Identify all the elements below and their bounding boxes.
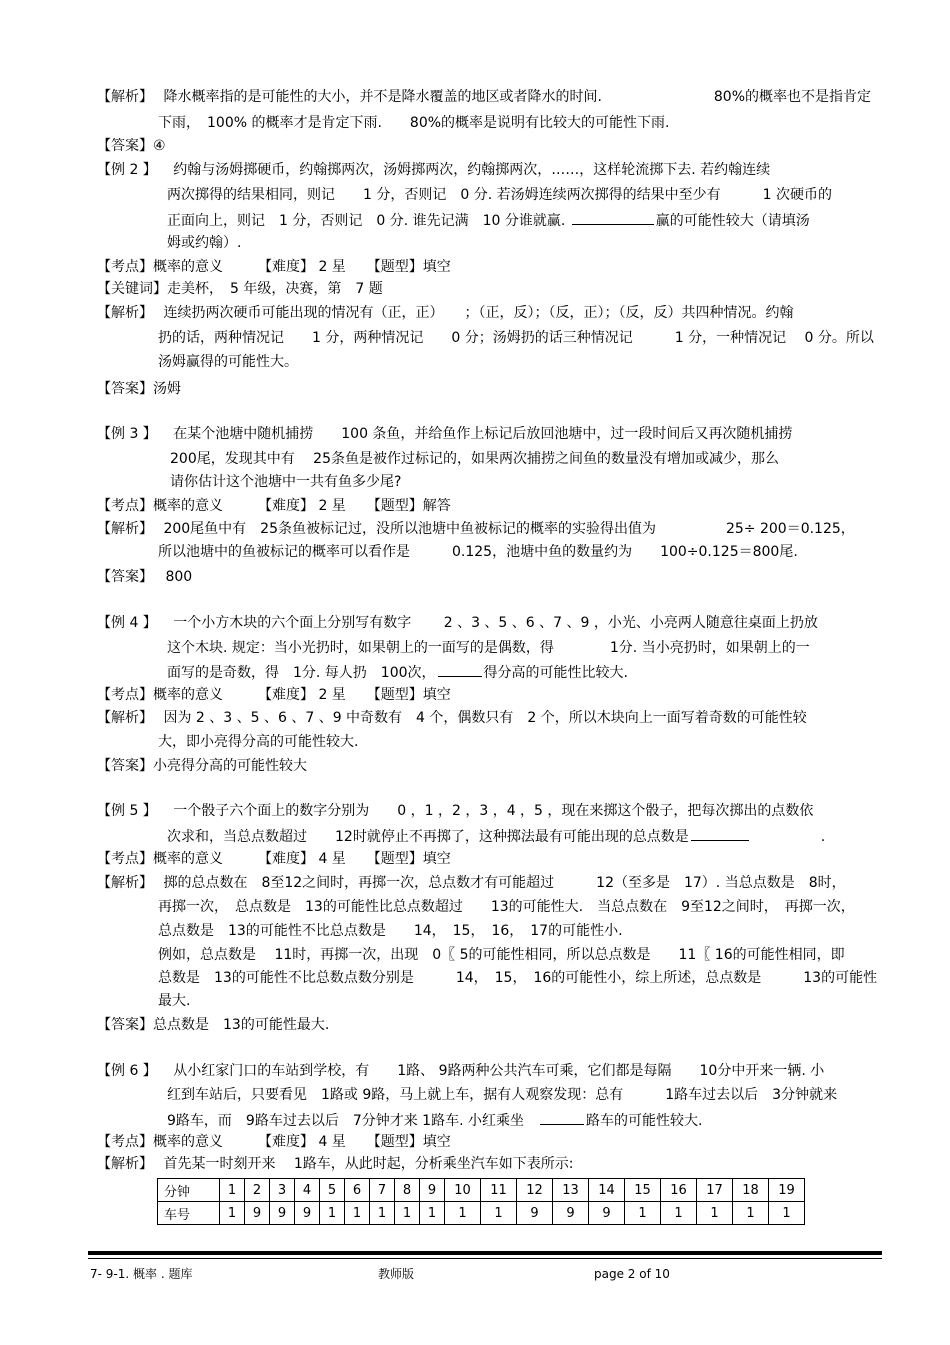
answer-tag: 【答案】: [97, 138, 153, 154]
analysis-tag: 【解析】: [97, 875, 153, 891]
example-text-with-blank: [167, 210, 810, 230]
table-cell-bus: 9: [245, 1202, 270, 1225]
table-cell-minute: 1: [220, 1179, 245, 1202]
table-cell-minute: 3: [270, 1179, 295, 1202]
keyword-line: 【关键词】走美杯， 5 年级，决赛，第 7 题: [97, 281, 383, 297]
table-header-cell: 分钟: [158, 1179, 220, 1202]
table-cell-minute: 8: [395, 1179, 420, 1202]
answer-text: ④: [153, 138, 166, 154]
analysis-line: [97, 304, 793, 322]
bus-schedule-table: [157, 1178, 805, 1225]
table-cell-bus: 1: [481, 1202, 517, 1225]
table-cell-minute: 2: [245, 1179, 270, 1202]
analysis-text: 下雨， 100% 的概率才是肯定下雨. 80%的概率是说明有比较大的可能性下雨.: [158, 115, 670, 131]
example-3-line: [97, 425, 792, 443]
example-text-with-blank: [167, 826, 825, 846]
example-text: 一个小方木块的六个面上分别写有数字 2 、3 、5 、6 、7 、9 ，小光、小亮两人随意往桌面上扔放: [173, 615, 818, 631]
footer-left: 7- 9-1. 概率 . 题库: [90, 1267, 193, 1281]
example-text: .: [750, 829, 826, 845]
table-cell-bus: 9: [295, 1202, 320, 1225]
example-text: 面写的是奇数，得 1分. 每人扔 100次，: [167, 665, 436, 681]
answer-tag: 【答案】: [97, 1017, 153, 1033]
table-cell-minute: 19: [769, 1179, 805, 1202]
example-text: 路车的可能性较大.: [585, 1113, 703, 1129]
analysis-text: 首先某一时刻开来 1路车，从此时起，分析乘坐汽车如下表所示:: [163, 1156, 574, 1172]
answer-tag: 【答案】: [97, 381, 153, 397]
footer-rule: [88, 1251, 882, 1255]
table-cell-minute: 7: [370, 1179, 395, 1202]
topic-line: 【考点】概率的意义 【难度】 2 星 【题型】解答: [97, 498, 451, 514]
table-cell-minute: 4: [295, 1179, 320, 1202]
answer-blank: [438, 662, 482, 677]
example-text: 次求和，当总点数超过 12时就停止不再掷了，这种掷法最有可能出现的总点数是: [167, 829, 689, 845]
analysis-line: [97, 709, 807, 727]
table-cell-bus: 1: [395, 1202, 420, 1225]
answer-text: 小亮得分高的可能性较大: [153, 758, 307, 774]
example-tag: 【例 5 】: [97, 803, 157, 819]
example-text: 赢的可能性较大（请填汤: [655, 213, 810, 229]
analysis-tag: 【解析】: [97, 710, 153, 726]
table-cell-minute: 14: [589, 1179, 625, 1202]
table-cell-bus: 1: [661, 1202, 697, 1225]
example-5-line: [97, 802, 813, 820]
answer-blank: [572, 210, 654, 225]
table-cell-minute: 16: [661, 1179, 697, 1202]
answer-line: [97, 137, 166, 155]
table-row: [158, 1202, 805, 1225]
analysis-text: 总点数是 13的可能性不比总点数是 14， 15， 16， 17的可能性小.: [158, 923, 623, 939]
topic-line: 【考点】概率的意义 【难度】 4 星 【题型】填空: [97, 1134, 451, 1150]
analysis-line: [97, 1155, 574, 1173]
example-text-with-blank: [167, 1110, 702, 1130]
table-cell-bus: 1: [320, 1202, 345, 1225]
table-cell-bus: 1: [420, 1202, 445, 1225]
answer-line: [97, 1016, 329, 1034]
answer-tag: 【答案】: [97, 569, 153, 585]
answer-text: 汤姆: [153, 381, 181, 397]
table-cell-minute: 12: [517, 1179, 553, 1202]
analysis-line: [97, 520, 855, 538]
example-text: 9路车，而 9路车过去以后 7分钟才来 1路车. 小红乘坐: [167, 1113, 538, 1129]
table-cell-minute: 9: [420, 1179, 445, 1202]
example-text: 这个木块. 规定：当小光扔时，如果朝上的一面写的是偶数，得 1分. 当小亮扔时，如果朝上的一: [167, 640, 810, 656]
example-6-line: [97, 1062, 824, 1080]
analysis-text: 降水概率指的是可能性的大小，并不是降水覆盖的地区或者降水的时间. 80%的概率也不是指肯定: [163, 89, 872, 105]
answer-line: [97, 380, 181, 398]
table-cell-bus: 9: [589, 1202, 625, 1225]
analysis-text: 汤姆赢得的可能性大。: [158, 354, 298, 370]
table-cell-bus: 1: [345, 1202, 370, 1225]
example-text: 约翰与汤姆掷硬币，约翰掷两次，汤姆掷两次，约翰掷两次，……，这样轮流掷下去. 若约翰连续: [173, 162, 771, 178]
table-cell-bus: 9: [553, 1202, 589, 1225]
table-cell-bus: 1: [370, 1202, 395, 1225]
analysis-text: 因为 2 、3 、5 、6 、7 、9 中奇数有 4 个，偶数只有 2 个，所以木块向上一面写着奇数的可能性较: [163, 710, 807, 726]
analysis-text: 200尾鱼中有 25条鱼被标记过，没所以池塘中鱼被标记的概率的实验得出值为 25÷ 200＝0.125，: [163, 521, 855, 537]
analysis-line: [97, 874, 846, 892]
example-text: 200尾，发现其中有 25条鱼是被作过标记的，如果两次捕捞之间鱼的数量没有增加或减少，那么: [170, 451, 779, 467]
example-2-line: [97, 161, 770, 179]
analysis-tag: 【解析】: [97, 305, 153, 321]
example-tag: 【例 6 】: [97, 1063, 157, 1079]
analysis-tag: 【解析】: [97, 89, 153, 105]
example-text: 在某个池塘中随机捕捞 100 条鱼，并给鱼作上标记后放回池塘中，过一段时间后又再次随机捕捞: [173, 426, 793, 442]
example-text: 正面向上，则记 1 分，否则记 0 分. 谁先记满 10 分谁就赢.: [167, 213, 570, 229]
analysis-text: 再掷一次， 总点数是 13的可能性比总点数超过 13的可能性大. 当总点数在 9至12之间时， 再掷一次，: [158, 899, 855, 915]
footer-rule-thin: [88, 1258, 882, 1259]
page-number: page 2 of 10: [594, 1267, 670, 1281]
example-text: 红到车站后，只要看见 1路或 9路，马上就上车，据有人观察发现：总有 1路车过去以后 3分钟就来: [167, 1087, 838, 1103]
answer-blank: [691, 826, 749, 841]
example-text: 从小红家门口的车站到学校，有 1路、 9路两种公共汽车可乘，它们都是每隔 10分中开来一辆. 小: [173, 1063, 825, 1079]
table-cell-minute: 11: [481, 1179, 517, 1202]
table-header-cell: 车号: [158, 1202, 220, 1225]
table-cell-minute: 10: [445, 1179, 481, 1202]
answer-line: [97, 568, 192, 586]
table-cell-minute: 5: [320, 1179, 345, 1202]
analysis-text: 所以池塘中的鱼被标记的概率可以看作是 0.125，池塘中鱼的数量约为 100÷0.125＝800尾.: [158, 544, 798, 560]
table-cell-bus: 1: [625, 1202, 661, 1225]
example-text: 一个骰子六个面上的数字分别为 0 ，1 ，2 ，3 ，4 ，5 ，现在来掷这个骰子，把每次掷出的点数依: [173, 803, 814, 819]
example-tag: 【例 3 】: [97, 426, 157, 442]
table-cell-minute: 17: [697, 1179, 733, 1202]
example-text-with-blank: [167, 662, 628, 682]
analysis-text: 掷的总点数在 8至12之间时，再掷一次，总点数才有可能超过 12（至多是 17）. 当总点数是 8时，: [163, 875, 846, 891]
table-cell-bus: 9: [517, 1202, 553, 1225]
answer-text: 总点数是 13的可能性最大.: [153, 1017, 330, 1033]
table-row: [158, 1179, 805, 1202]
analysis-line: [97, 88, 871, 106]
analysis-text: 总数是 13的可能性不比总数点数分别是 14， 15， 16的可能性小，综上所述，总点数是 13的可能性: [158, 970, 878, 986]
table-cell-bus: 1: [220, 1202, 245, 1225]
analysis-text: 扔的话，两种情况记 1 分，两种情况记 0 分；汤姆扔的话三种情况记 1 分，一种情况记 0 分。所以: [158, 330, 874, 346]
topic-line: 【考点】概率的意义 【难度】 2 星 【题型】填空: [97, 687, 451, 703]
example-text: 两次掷得的结果相同，则记 1 分，否则记 0 分. 若汤姆连续两次掷得的结果中至少有 1 次硬币的: [167, 187, 832, 203]
topic-line: 【考点】概率的意义 【难度】 2 星 【题型】填空: [97, 259, 451, 275]
table-cell-bus: 1: [697, 1202, 733, 1225]
table-cell-minute: 15: [625, 1179, 661, 1202]
table-cell-bus: 1: [769, 1202, 805, 1225]
example-text: 请你估计这个池塘中一共有鱼多少尾?: [170, 474, 402, 490]
analysis-text: 例如，总点数是 11时，再掷一次，出现 0〖 5的可能性相同，所以总点数是 11〖 16的可能性相同，即: [158, 947, 845, 963]
analysis-tag: 【解析】: [97, 1156, 153, 1172]
example-text: 得分高的可能性比较大.: [483, 665, 628, 681]
example-tag: 【例 2 】: [97, 162, 157, 178]
table-cell-minute: 13: [553, 1179, 589, 1202]
example-text: 姆或约翰）.: [167, 235, 242, 251]
analysis-tag: 【解析】: [97, 521, 153, 537]
analysis-text: 最大.: [158, 993, 191, 1009]
table-cell-bus: 9: [270, 1202, 295, 1225]
topic-line: 【考点】概率的意义 【难度】 4 星 【题型】填空: [97, 851, 451, 867]
analysis-text: 连续扔两次硬币可能出现的情况有（正，正） ；（正，反）；（反，正）；（反，反）共四种情况。约翰: [163, 305, 794, 321]
table-cell-minute: 6: [345, 1179, 370, 1202]
footer-center: 教师版: [378, 1267, 415, 1281]
analysis-text: 大，即小亮得分高的可能性较大.: [158, 734, 359, 750]
answer-blank: [540, 1110, 584, 1125]
example-tag: 【例 4 】: [97, 615, 157, 631]
table-cell-minute: 18: [733, 1179, 769, 1202]
example-4-line: [97, 614, 818, 632]
answer-line: [97, 757, 307, 775]
answer-tag: 【答案】: [97, 758, 153, 774]
answer-text: 800: [165, 569, 193, 585]
table-cell-bus: 1: [733, 1202, 769, 1225]
table-cell-bus: 1: [445, 1202, 481, 1225]
